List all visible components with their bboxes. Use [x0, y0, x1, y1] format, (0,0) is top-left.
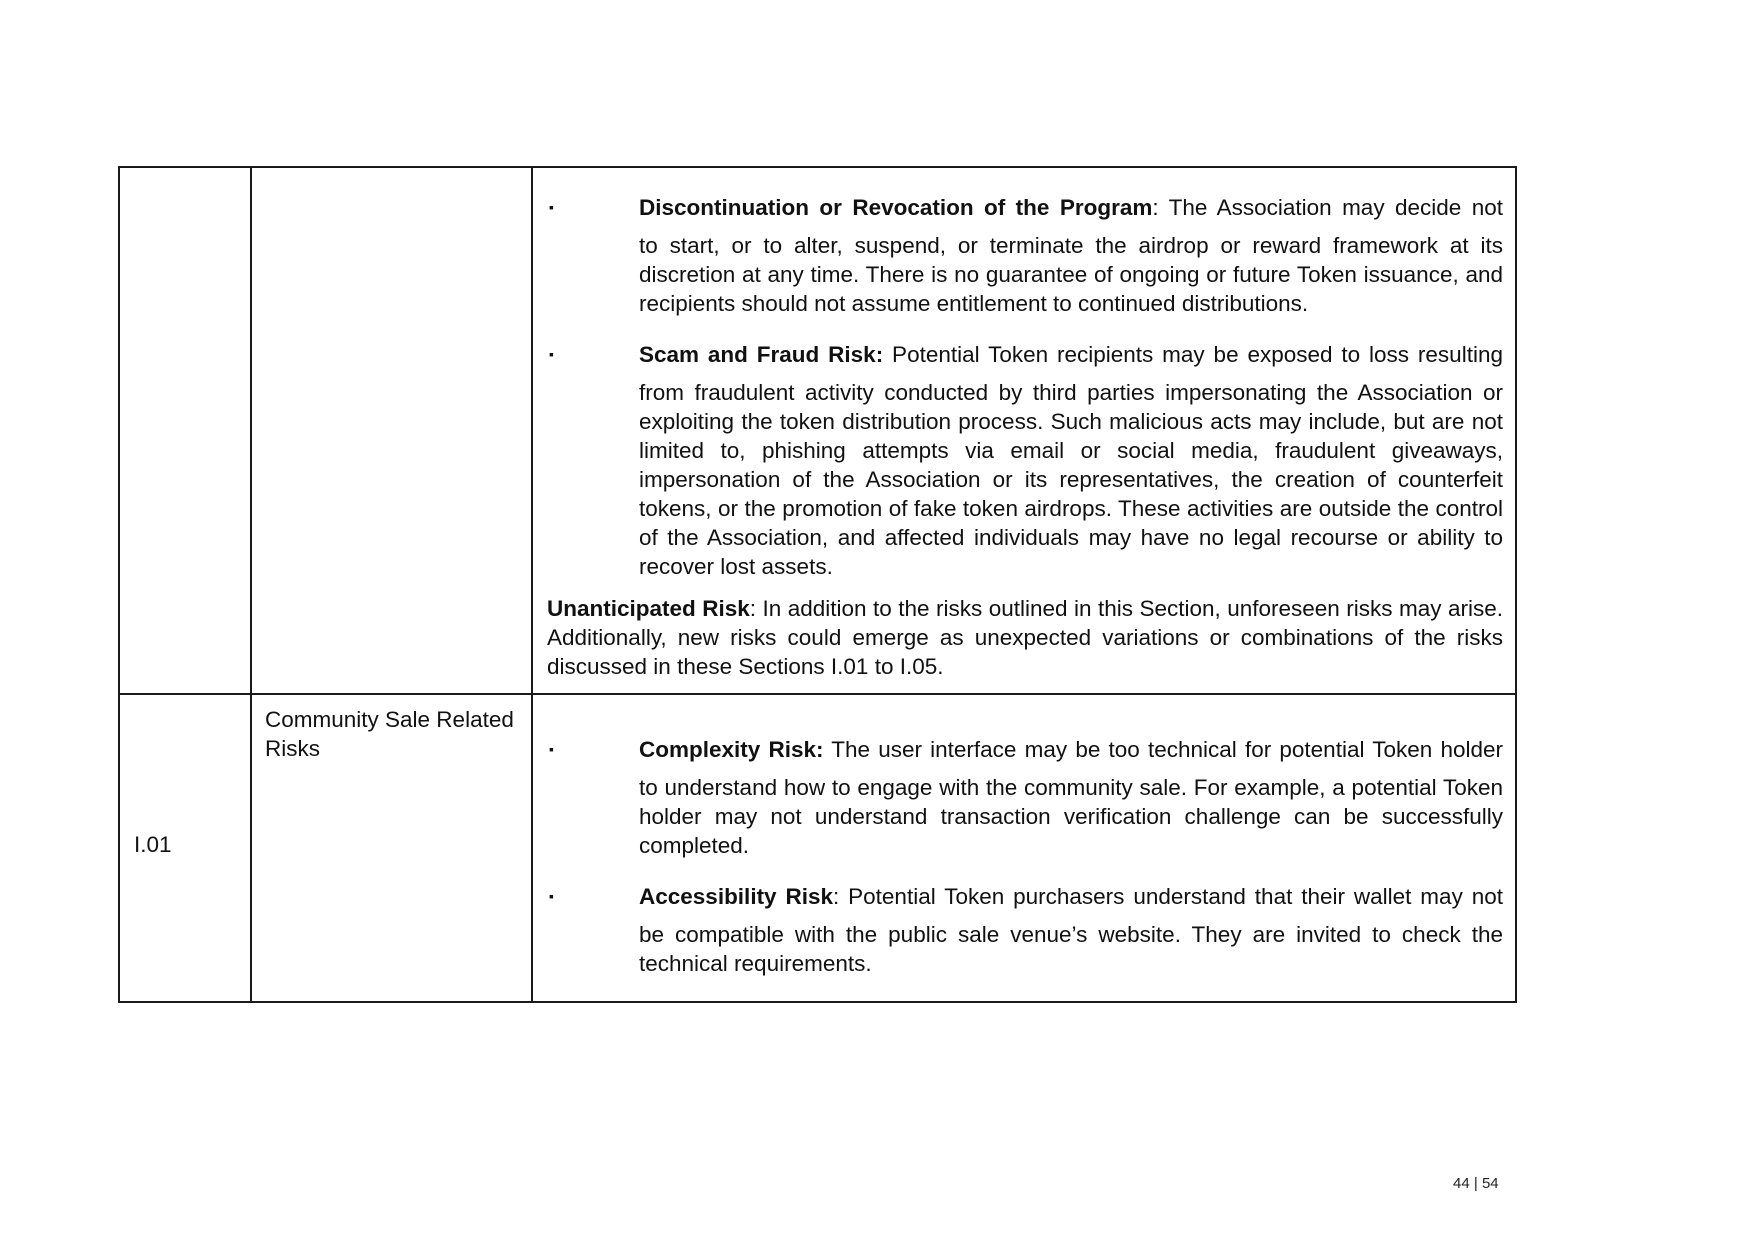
description-cell	[532, 694, 1516, 1002]
section-cell	[251, 694, 532, 1002]
bullet-lead-line: Scam and Fraud Risk: Potential Token recipients may be exposed to loss resulting	[639, 342, 1503, 367]
unanticipated-risk-paragraph: Unanticipated Risk: In addition to the risks outlined in this Section, unforeseen risks may arise. Additionally, new risks could emerge as unexpected variations or combinations of the risks discussed in these Sections I.01 to I.05.	[547, 596, 1503, 679]
risk-title: Complexity Risk:	[639, 737, 824, 762]
bullet-item	[547, 882, 1503, 978]
risk-title: Scam and Fraud Risk:	[639, 342, 884, 367]
bullet-body-text: be compatible with the public sale venue’s website. They are invited to check the technical requirements.	[639, 922, 1503, 976]
bullet-body-text: to understand how to engage with the community sale. For example, a potential Token holder may not understand transaction verification challenge can be successfully completed.	[639, 775, 1503, 858]
risk-title: Discontinuation or Revocation of the Program	[639, 195, 1153, 220]
bullet-square-icon: ▪	[549, 346, 554, 362]
description-cell	[532, 167, 1516, 694]
risk-title: Unanticipated Risk	[547, 596, 750, 621]
bullet-lead-line: Discontinuation or Revocation of the Program: The Association may decide not	[639, 195, 1503, 220]
bullet-square-icon: ▪	[549, 199, 554, 215]
risk-title: Accessibility Risk	[639, 884, 833, 909]
page-number: 44 | 54	[1453, 1175, 1499, 1192]
id-cell	[119, 167, 251, 694]
table-row	[119, 167, 1516, 694]
bullet-item	[547, 193, 1503, 318]
table-row	[119, 694, 1516, 1002]
bullet-square-icon: ▪	[549, 888, 554, 904]
risk-table	[118, 166, 1517, 1003]
section-id: I.01	[134, 832, 172, 857]
id-cell	[119, 694, 251, 1002]
bullet-body-text: to start, or to alter, suspend, or terminate the airdrop or reward framework at its discretion at any time. There is no guarantee of ongoing or future Token issuance, and recipients should not assume entitlement to continued distributions.	[639, 233, 1503, 316]
section-cell	[251, 167, 532, 694]
bullet-body-text: from fraudulent activity conducted by third parties impersonating the Association or exploiting the token distribution process. Such malicious acts may include, but are not limited to, phishing attempts via email or social media, fraudulent giveaways, impersonation of the Association or its representatives, the creation of counterfeit tokens, or the promotion of fake token airdrops. These activities are outside the control of the Association, and affected individuals may have no legal recourse or ability to recover lost assets.	[639, 380, 1503, 579]
bullet-square-icon: ▪	[549, 741, 554, 757]
bullet-item	[547, 735, 1503, 860]
bullet-lead-line: Complexity Risk: The user interface may be too technical for potential Token holder	[639, 737, 1503, 762]
bullet-item	[547, 340, 1503, 581]
bullet-lead-line: Accessibility Risk: Potential Token purchasers understand that their wallet may not	[639, 884, 1503, 909]
section-title: Community Sale Related Risks	[265, 707, 514, 761]
